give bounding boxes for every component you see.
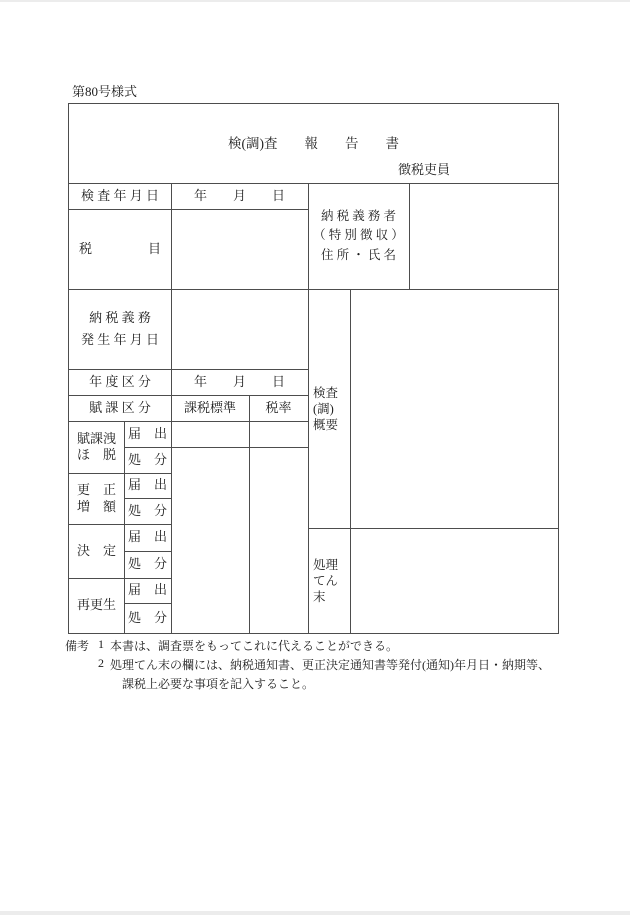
inspection-summary-line: (調) — [313, 401, 334, 416]
page-edge-top — [0, 0, 630, 2]
group-label-correction-increase — [69, 473, 124, 524]
note-2-number: 2 — [98, 656, 104, 670]
group-label-recorrection: 再更生 — [76, 597, 116, 613]
processing-outcome-line: 末 — [313, 589, 326, 604]
inspection-summary-line: 検査 — [313, 385, 339, 400]
tax-item-label — [69, 209, 171, 289]
notification-label: 届 出 — [127, 425, 167, 441]
note-2-text-line1: 処理てん末の欄には、納税通知書、更正決定通知書等発付(通知)年月日・納期等、 — [110, 658, 550, 672]
group-label-line: ほ 脱 — [76, 447, 116, 462]
tax-item-label-right: 目 — [147, 240, 161, 256]
tax-base-header: 課税標準 — [183, 399, 236, 415]
group-label-line: 更 正 — [76, 482, 116, 498]
disposition-label: 処 分 — [127, 556, 167, 572]
notification-label: 届 出 — [127, 529, 167, 545]
fiscal-year-label: 年 度 区 分 — [89, 373, 151, 389]
taxpayer-label — [308, 183, 409, 289]
disposition-label: 処 分 — [127, 502, 167, 518]
form-number: 第80号様式 — [72, 84, 138, 99]
note-2-text-line2: 課税上必要な事項を記入すること。 — [122, 677, 315, 691]
assessment-label: 賦 課 区 分 — [89, 399, 151, 415]
obligation-date-label — [69, 289, 171, 369]
inspection-date-value: 年 月 日 — [193, 187, 285, 203]
group-label-line: 賦課洩 — [76, 430, 116, 446]
page-edge-bottom — [0, 911, 630, 915]
note-1-text: 本書は、調査票をもってこれに代えることができる。 — [110, 639, 399, 653]
taxpayer-value-cell — [409, 183, 558, 289]
tax-item-label-left: 税 — [79, 240, 93, 256]
obligation-date-value-cell — [171, 289, 308, 369]
report-title: 検(調)査 報 告 書 — [228, 136, 399, 151]
notification-label: 届 出 — [127, 582, 167, 598]
tax-rate-header: 税率 — [265, 399, 292, 415]
obligation-date-label-line: 納 税 義 務 — [89, 310, 151, 325]
grid-line-v — [249, 395, 250, 633]
report-table — [68, 103, 559, 634]
processing-outcome-line: 処理 — [313, 557, 339, 572]
taxpayer-label-line: 住 所 ・ 氏 名 — [320, 247, 396, 262]
taxpayer-label-line: （ 特 別 徴 収 ） — [313, 228, 404, 243]
notification-label: 届 出 — [127, 477, 167, 493]
inspection-date-label: 検 査 年 月 日 — [80, 187, 159, 203]
inspection-summary-value-cell — [350, 289, 558, 528]
group-label-assessment-omission — [69, 421, 124, 473]
taxpayer-label-line: 納 税 義 務 者 — [320, 208, 396, 223]
notes-heading: 備考 — [65, 639, 90, 653]
group-label-decision: 決 定 — [76, 542, 116, 558]
note-1-number: 1 — [98, 637, 104, 651]
tax-official-label: 徴税吏員 — [398, 162, 451, 177]
processing-outcome-value-cell — [350, 528, 558, 633]
inspection-summary-label — [308, 289, 350, 528]
disposition-label: 処 分 — [127, 609, 167, 625]
disposition-label: 処 分 — [127, 451, 167, 467]
processing-outcome-line: てん — [313, 573, 339, 588]
processing-outcome-label — [308, 528, 350, 633]
obligation-date-label-line: 発 生 年 月 日 — [80, 332, 159, 347]
tax-item-value-cell — [171, 209, 308, 289]
fiscal-year-value: 年 月 日 — [193, 373, 285, 389]
group-label-line: 増 額 — [76, 498, 116, 514]
inspection-summary-line: 概要 — [313, 417, 339, 432]
